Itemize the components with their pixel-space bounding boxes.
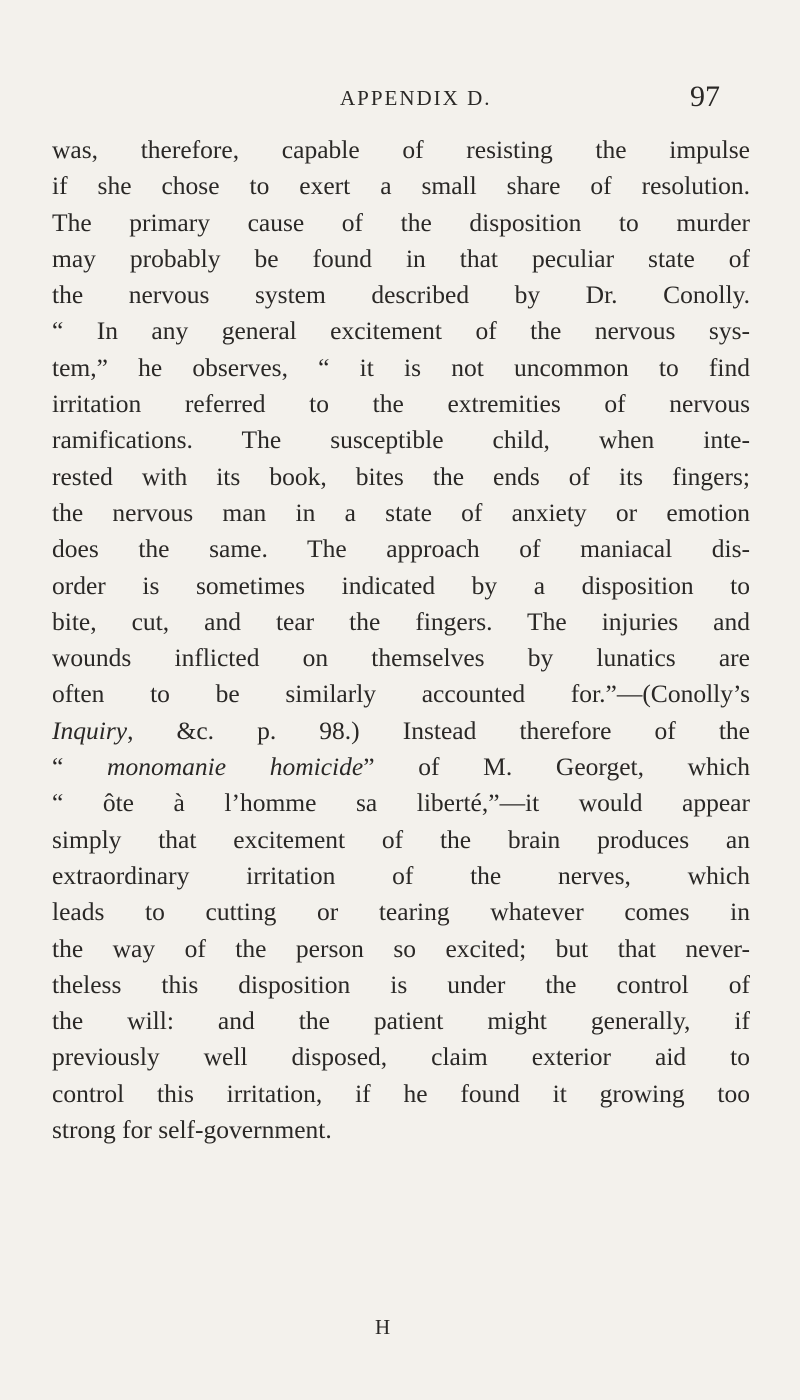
italic-text: Inquiry <box>52 715 128 745</box>
text-segment: control this irritation, if he found it growing too <box>52 1078 750 1108</box>
text-line <box>52 568 750 604</box>
text-segment: ramifications. The susceptible child, when inte- <box>52 425 750 455</box>
text-line <box>52 676 750 712</box>
text-line <box>52 1003 750 1039</box>
text-line <box>52 1039 750 1075</box>
text-line <box>52 459 750 495</box>
text-line <box>52 495 750 531</box>
text-line <box>52 132 750 168</box>
text-segment: was, therefore, capable of resisting the impulse <box>52 135 750 164</box>
text-segment: leads to cutting or tearing whatever comes in <box>52 897 750 927</box>
text-segment: simply that excitement of the brain produces an <box>52 824 750 854</box>
text-line <box>52 422 750 458</box>
text-line <box>52 858 750 894</box>
text-line <box>52 313 750 349</box>
running-head <box>0 80 800 120</box>
text-segment: “ In any general excitement of the nervous sys- <box>52 316 750 346</box>
running-head-title: APPENDIX D. <box>340 86 492 110</box>
text-line <box>52 531 750 567</box>
text-segment: irritation referred to the extremities of nervous <box>52 389 750 419</box>
italic-text: monomanie homicide <box>107 752 364 782</box>
text-line <box>52 822 750 858</box>
text-line <box>52 749 750 785</box>
text-segment: rested with its book, bites the ends of its fingers; <box>52 461 750 491</box>
text-line <box>52 604 750 640</box>
text-segment: , &c. p. 98.) Instead therefore of the <box>127 715 750 745</box>
text-line <box>52 713 750 749</box>
text-segment: theless this disposition is under the control of <box>52 969 750 999</box>
text-segment: wounds inflicted on themselves by lunatics are <box>52 643 750 673</box>
text-segment: strong for self-government. <box>52 1115 332 1145</box>
text-segment: does the same. The approach of maniacal dis- <box>52 534 750 564</box>
text-line <box>52 1112 750 1148</box>
text-segment: tem,” he observes, “ it is not uncommon to find <box>52 352 750 382</box>
text-line <box>52 931 750 967</box>
text-segment: bite, cut, and tear the fingers. The injuries and <box>52 606 750 636</box>
text-segment: the way of the person so excited; but that never- <box>52 933 750 963</box>
text-line <box>52 1076 750 1112</box>
text-segment: the will: and the patient might generally, if <box>52 1006 750 1036</box>
text-segment: “ ôte à l’homme sa liberté,”—it would appear <box>52 788 750 818</box>
text-line <box>52 785 750 821</box>
text-segment: if she chose to exert a small share of resolution. <box>52 171 750 201</box>
text-line <box>52 205 750 241</box>
text-segment: order is sometimes indicated by a disposition to <box>52 570 750 600</box>
text-segment: the nervous man in a state of anxiety or emotion <box>52 497 750 527</box>
text-line <box>52 386 750 422</box>
page-number: 97 <box>690 80 720 113</box>
text-segment: previously well disposed, claim exterior aid to <box>52 1042 750 1072</box>
text-line <box>52 241 750 277</box>
text-segment: the nervous system described by Dr. Conolly. <box>52 280 750 310</box>
text-segment: often to be similarly accounted for.”—(Conolly’s <box>52 679 750 709</box>
text-segment: “ <box>52 752 108 782</box>
text-segment: ” of M. Georget, which <box>363 752 750 782</box>
signature-mark: H <box>375 1315 392 1339</box>
text-segment: may probably be found in that peculiar state of <box>52 243 750 273</box>
text-line <box>52 350 750 386</box>
text-segment: extraordinary irritation of the nerves, which <box>52 860 750 890</box>
text-line <box>52 967 750 1003</box>
body-text <box>52 132 750 1148</box>
text-line <box>52 168 750 204</box>
text-line <box>52 277 750 313</box>
text-line <box>52 894 750 930</box>
text-segment: The primary cause of the disposition to murder <box>52 207 750 237</box>
text-line <box>52 640 750 676</box>
